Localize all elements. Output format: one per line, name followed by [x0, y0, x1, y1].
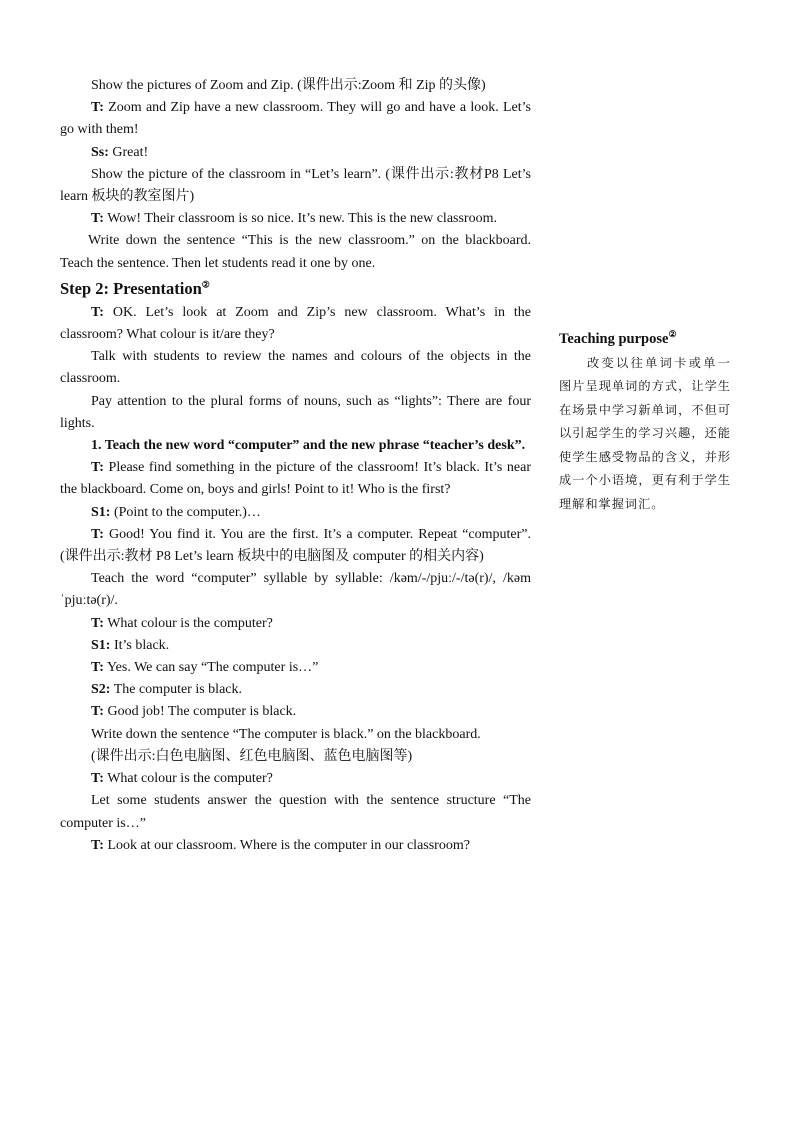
dialogue-line: [60, 635, 531, 657]
sidebar-text: 改变以往单词卡或单一图片呈现单词的方式，让学生在场景中学习新单词，不但可以引起学生的学习兴趣，还能使学生感受物品的含义，并形成一个小语境，更有利于学生理解和掌握词汇。: [559, 355, 731, 511]
dialogue-line: [60, 457, 531, 501]
dialogue-line: [60, 613, 531, 635]
dialogue-text: It’s black.: [110, 637, 170, 653]
speaker-label: T:: [91, 460, 104, 476]
speaker-label: Ss:: [91, 144, 109, 160]
paragraph: Show the pictures of Zoom and Zip. (课件出示:Zoom 和 Zip 的头像): [91, 78, 486, 93]
speaker-label: T:: [91, 211, 104, 227]
speaker-label: T:: [91, 660, 104, 676]
dialogue-line: [60, 657, 531, 679]
dialogue-line: [60, 142, 531, 164]
speaker-label: T:: [91, 526, 104, 542]
dialogue-text: What colour is the computer?: [103, 615, 273, 631]
speaker-label: T:: [91, 704, 104, 720]
speaker-label: T:: [91, 615, 104, 631]
dialogue-line: [60, 502, 531, 524]
speaker-label: S1:: [91, 637, 111, 653]
speaker-label: T:: [91, 100, 104, 116]
main-column: [60, 75, 531, 857]
dialogue-line: [60, 679, 531, 701]
dialogue-line: [60, 701, 531, 723]
speaker-label: T:: [91, 837, 104, 853]
paragraph: Talk with students to review the names and colours of the objects in the classroom.: [60, 349, 531, 387]
dialogue-text: Good job! The computer is black.: [103, 704, 297, 720]
dialogue-text: OK. Let’s look at Zoom and Zip’s new classroom. What’s in the classroom? What colour is it/are they?: [60, 304, 531, 343]
sidebar-title-text: Teaching purpose: [559, 331, 669, 347]
dialogue-text: (Point to the computer.)…: [110, 504, 261, 520]
paragraph: Show the picture of the classroom in “Let’s learn”. (课件出示:教材P8 Let’s learn 板块的教室图片): [60, 166, 531, 205]
dialogue-text: Good! You find it. You are the first. It’s a computer. Repeat “computer”. (课件出示:教材 P8 Let’s learn 板块中的电脑图及 computer 的相关内容): [60, 526, 531, 565]
footnote-marker: ②: [201, 279, 210, 290]
dialogue-line: [60, 524, 531, 568]
footnote-marker: ②: [668, 329, 677, 340]
dialogue-line: [60, 768, 531, 790]
dialogue-text: Look at our classroom. Where is the computer in our classroom?: [103, 837, 470, 853]
subheading: [60, 435, 531, 457]
dialogue-line: [60, 208, 531, 230]
paragraph: Write down the sentence “This is the new classroom.” on the blackboard. Teach the sentence. Then let students read it one by one.: [60, 233, 531, 271]
paragraph: Teach the word “computer” syllable by syllable: /kəm/-/pjuː/-/tə(r)/, /kəmˈpjuːtə(r)/.: [60, 571, 531, 609]
paragraph: (课件出示:白色电脑图、红色电脑图、蓝色电脑图等): [91, 748, 413, 764]
speaker-label: T:: [91, 304, 104, 320]
dialogue-text: Please find something in the picture of the classroom! It’s black. It’s near the blackboard. Come on, boys and girls! Point to it! Who is the first?: [60, 460, 531, 498]
section-title-text: Step 2: Presentation: [60, 278, 202, 298]
paragraph: Let some students answer the question with the sentence structure “The computer is…”: [60, 793, 531, 831]
dialogue-text: Great!: [108, 144, 149, 160]
dialogue-text: Zoom and Zip have a new classroom. They will go and have a look. Let’s go with them!: [60, 100, 531, 138]
speaker-label: S2:: [91, 682, 111, 698]
dialogue-line: [60, 302, 531, 346]
dialogue-text: The computer is black.: [110, 682, 242, 698]
paragraph: Write down the sentence “The computer is black.” on the blackboard.: [91, 726, 481, 742]
dialogue-text: Yes. We can say “The computer is…”: [103, 660, 319, 676]
sidebar-title: [559, 328, 731, 352]
subheading-text: 1. Teach the new word “computer” and the new phrase “teacher’s desk”.: [91, 438, 526, 454]
dialogue-text: Wow! Their classroom is so nice. It’s new. This is the new classroom.: [103, 211, 497, 227]
speaker-label: T:: [91, 771, 104, 787]
dialogue-line: [60, 835, 531, 857]
dialogue-line: [60, 97, 531, 141]
paragraph: Pay attention to the plural forms of nouns, such as “lights”: There are four lights.: [60, 393, 531, 431]
dialogue-text: What colour is the computer?: [103, 771, 273, 787]
speaker-label: S1:: [91, 504, 111, 520]
section-title: [60, 276, 531, 302]
sidebar-note: [559, 328, 731, 516]
